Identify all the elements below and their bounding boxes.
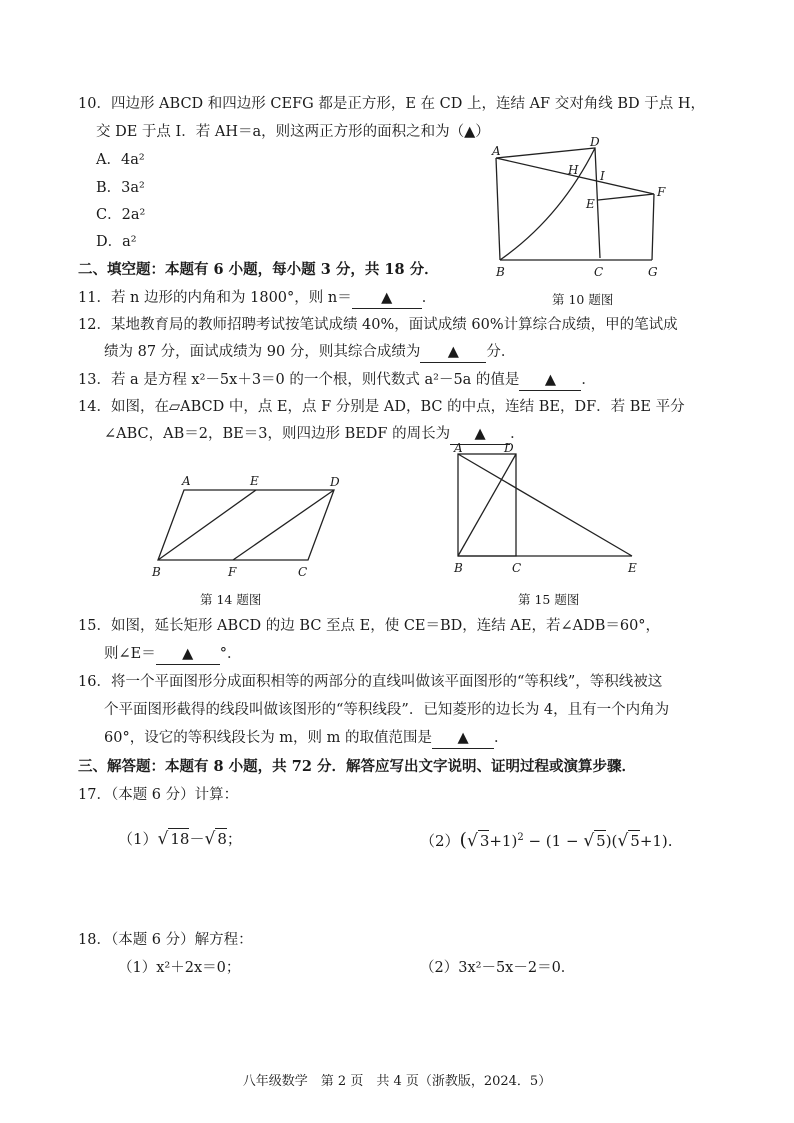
section3-heading: 三、解答题：本题有 8 小题，共 72 分．解答应写出文字说明、证明过程或演算步骤． <box>78 758 636 775</box>
sqrt-icon: √ <box>617 831 629 851</box>
fig15-label-b: B <box>454 561 463 575</box>
fig10-caption: 第 10 题图 <box>552 292 614 307</box>
q17-part2 <box>420 828 673 851</box>
q16-end: ． <box>494 730 509 746</box>
q17-minus2: − (1 − <box>523 832 584 850</box>
q17-part1-end: ； <box>226 830 242 848</box>
q16-text: 60°，设它的等积线段长为 m，则 m 的取值范围是 <box>104 730 433 746</box>
q17-radicand-3: 3 <box>479 832 490 850</box>
fig15-label-d: D <box>504 441 514 455</box>
q17-title: 17．（本题 6 分）计算： <box>78 787 239 803</box>
page-footer: 八年级数学 第 2 页 共 4 页（浙教版，2024．5） <box>242 1074 552 1089</box>
q13-blank: ▲ <box>519 370 581 391</box>
q18-part2: （2）3x²－5x－2＝0． <box>420 960 576 976</box>
q12-text: 绩为 87 分，面试成绩为 90 分，则其综合成绩为 <box>104 344 421 360</box>
section2-heading: 二、填空题：本题有 6 小题，每小题 3 分，共 18 分． <box>78 261 439 278</box>
fig14-label-d: D <box>330 475 340 489</box>
fig10-label-a: A <box>492 144 501 158</box>
q10-line2: 交 DE 于点 I．若 AH＝a，则这两正方形的面积之和为（▲） <box>96 124 490 140</box>
q11-end: ． <box>421 290 437 306</box>
q14-line1: 14．如图，在▱ABCD 中，点 E，点 F 分别是 AD，BC 的中点，连结 BE，DF．若 BE 平分 <box>78 399 685 415</box>
fig10-label-b: B <box>496 265 505 279</box>
q18-part1: （1）x²＋2x＝0； <box>118 960 241 976</box>
q16-line1: 16．将一个平面图形分成面积相等的两部分的直线叫做该平面图形的“等积线”，等积线被这 <box>78 674 663 690</box>
q17-minus: － <box>189 830 205 848</box>
q17-exponent: 2 <box>517 832 524 843</box>
fig10-label-h: H <box>568 163 579 177</box>
q15-line1: 15．如图，延长矩形 ABCD 的边 BC 至点 E，使 CE＝BD，连结 AE，若∠ADB＝60°， <box>78 618 661 634</box>
fig15-label-a: A <box>454 441 463 455</box>
fig14-parallelogram <box>158 490 334 560</box>
q15-line2 <box>104 644 241 665</box>
q10-option-c: C．2a² <box>96 207 146 223</box>
figure-14 <box>148 472 348 582</box>
q15-text: 则∠E＝ <box>104 646 156 662</box>
fig10-label-e: E <box>586 197 595 211</box>
q12-blank: ▲ <box>420 342 486 363</box>
fig10-label-i: I <box>600 169 605 183</box>
q17-mid: )( <box>605 832 618 850</box>
fig10-label-f: F <box>657 185 666 199</box>
q10-option-d: D．a² <box>96 234 137 250</box>
q14-text: ∠ABC，AB＝2，BE＝3，则四边形 BEDF 的周长为 <box>104 426 451 442</box>
fig15-label-c: C <box>512 561 522 575</box>
q17-part2-label: （2） <box>420 832 460 850</box>
sqrt-icon: √ <box>466 831 478 851</box>
q12-line1: 12．某地教育局的教师招聘考试按笔试成绩 40%，面试成绩 60%计算综合成绩，甲的笔试成 <box>78 317 678 333</box>
q11 <box>78 288 436 309</box>
q10-line1: 10．四边形 ABCD 和四边形 CEFG 都是正方形，E 在 CD 上，连结 AF 交对角线 BD 于点 H， <box>78 96 705 112</box>
q17-part2-end: +1). <box>639 832 673 850</box>
fig10-side-ef <box>598 194 654 200</box>
fig15-line-ae <box>458 454 632 556</box>
q16-blank: ▲ <box>432 728 494 749</box>
fig10-label-d: D <box>590 135 600 149</box>
fig14-line-be <box>158 490 256 560</box>
fig15-caption: 第 15 题图 <box>518 592 580 607</box>
fig10-side-fg <box>652 194 654 260</box>
sqrt-icon: √ <box>204 829 216 849</box>
q13 <box>78 370 596 391</box>
q17-radicand-18: 18 <box>170 830 190 848</box>
q13-text: 13．若 a 是方程 x²－5x＋3＝0 的一个根，则代数式 a²－5a 的值是 <box>78 372 520 388</box>
fig14-label-b: B <box>152 565 161 579</box>
q14-blank: ▲ <box>450 424 510 445</box>
q17-paren: ( <box>459 829 467 851</box>
fig10-square-top-right <box>496 148 600 258</box>
q15-blank: ▲ <box>156 644 220 665</box>
q17-part1 <box>118 828 242 849</box>
sqrt-icon: √ <box>157 829 169 849</box>
q13-end: ． <box>581 372 596 388</box>
q11-blank: ▲ <box>352 288 422 309</box>
fig14-label-a: A <box>182 474 191 488</box>
figure-10 <box>480 135 680 298</box>
fig10-label-c: C <box>594 265 604 279</box>
q17-radicand-8: 8 <box>217 830 227 848</box>
fig14-caption: 第 14 题图 <box>200 592 262 607</box>
q17-radicand-5b: 5 <box>630 832 640 850</box>
sqrt-icon: √ <box>583 831 595 851</box>
fig14-label-c: C <box>298 565 308 579</box>
q18-title: 18．（本题 6 分）解方程： <box>78 932 253 948</box>
q14-end: ． <box>510 426 525 442</box>
fig14-label-e: E <box>250 474 259 488</box>
q17-radicand-5a: 5 <box>596 832 606 850</box>
fig14-line-fd <box>233 490 334 560</box>
q10-option-a: A．4a² <box>96 152 145 168</box>
q17-plus-one: +1) <box>489 832 518 850</box>
fig10-side-ab <box>496 158 500 260</box>
q17-part1-label: （1） <box>118 830 158 848</box>
fig10-diagonal-bd <box>500 148 595 260</box>
q15-end: °． <box>219 646 242 662</box>
q16-line3 <box>104 728 509 749</box>
q11-text: 11．若 n 边形的内角和为 1800°，则 n＝ <box>78 290 352 306</box>
figure-15 <box>446 440 646 580</box>
q12-line2 <box>104 342 515 363</box>
q12-end: 分． <box>486 344 516 360</box>
fig15-label-e: E <box>628 561 637 575</box>
q10-option-b: B．3a² <box>96 180 145 196</box>
fig10-label-g: G <box>648 265 658 279</box>
fig14-label-f: F <box>228 565 237 579</box>
q16-line2: 个平面图形截得的线段叫做该图形的“等积线段”．已知菱形的边长为 4，且有一个内角为 <box>104 702 670 718</box>
fig15-diagonal-bd <box>458 454 516 556</box>
